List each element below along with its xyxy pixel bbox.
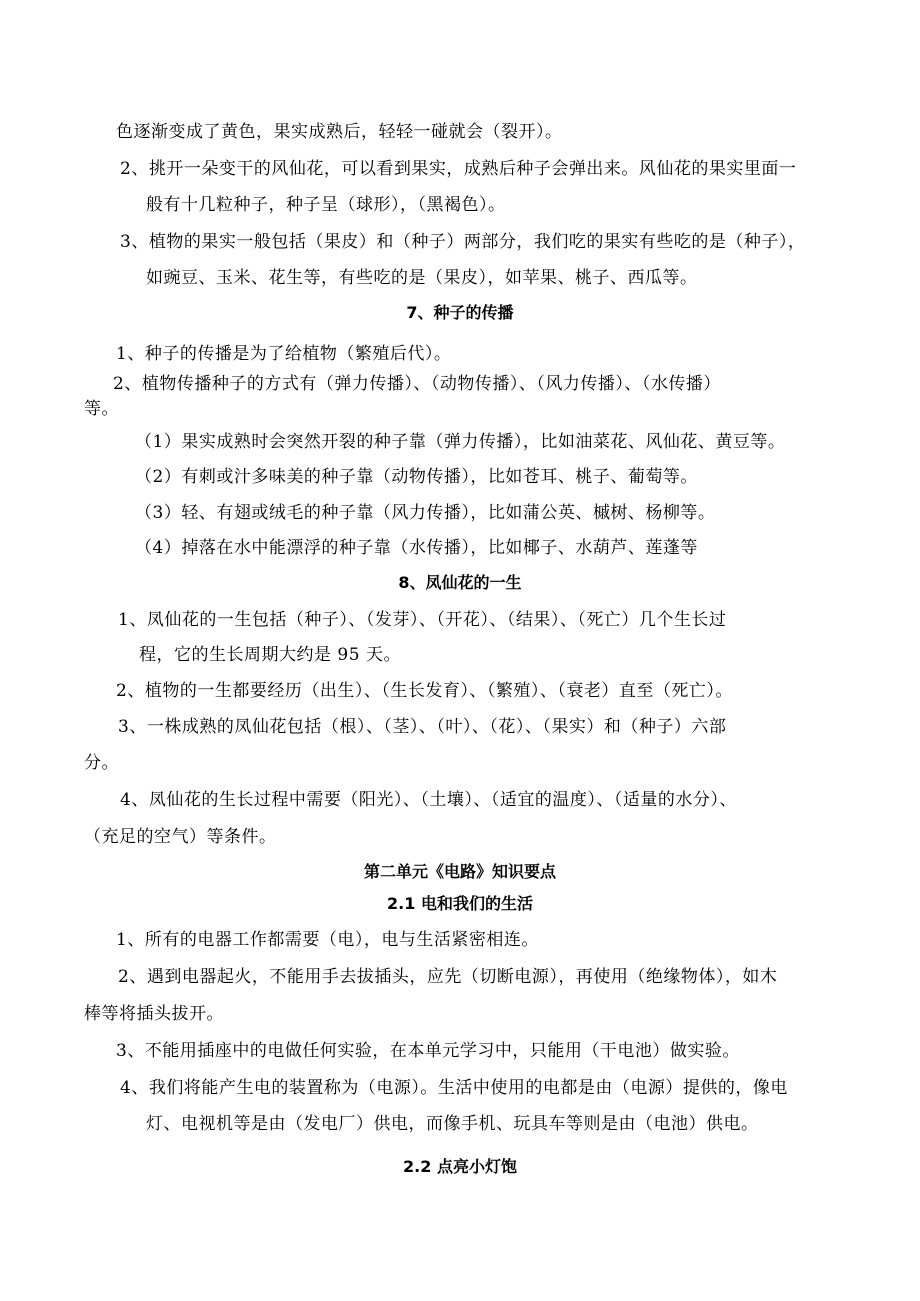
paragraph-line: （2）有刺或汁多味美的种子靠（动物传播），比如苍耳、桃子、葡萄等。 (135, 467, 698, 487)
paragraph-line: 3、一株成熟的凤仙花包括（根）、（茎）、（叶）、（花）、（果实）和（种子）六部 (118, 717, 727, 737)
paragraph-line: （充足的空气）等条件。 (84, 827, 277, 847)
paragraph-line: 2、植物的一生都要经历（出生）、（生长发育）、（繁殖）、（衰老）直至（死亡）。 (116, 681, 733, 701)
paragraph-line: （1）果实成熟时会突然开裂的种子靠（弹力传播），比如油菜花、风仙花、黄豆等。 (135, 432, 786, 452)
paragraph-line: 1、种子的传播是为了给植物（繁殖后代）。 (116, 344, 452, 364)
paragraph-line: 3、不能用插座中的电做任何实验，在本单元学习中，只能用（干电池）做实验。 (116, 1041, 740, 1061)
unit-title: 第二单元《电路》知识要点 (363, 862, 556, 881)
paragraph-line: 如豌豆、玉米、花生等，有些吃的是（果皮），如苹果、桃子、西瓜等。 (146, 268, 698, 288)
paragraph-line: 2、植物传播种子的方式有（弹力传播）、（动物传播）、（风力传播）、（水传播） (113, 374, 721, 394)
section-heading: 7、种子的传播 (406, 303, 514, 322)
paragraph-line: （3）轻、有翅或绒毛的种子靠（风力传播），比如蒲公英、槭树、杨柳等。 (135, 503, 716, 523)
paragraph-line: 2、挑开一朵变干的风仙花，可以看到果实，成熟后种子会弹出来。风仙花的果实里面一 (120, 159, 797, 179)
paragraph-line: （4）掉落在水中能漂浮的种子靠（水传播），比如椰子、水葫芦、莲蓬等 (135, 538, 698, 558)
section-heading: 2.1 电和我们的生活 (387, 894, 533, 913)
paragraph-line: 1、凤仙花的一生包括（种子）、（发芽）、（开花）、（结果）、（死亡）几个生长过 (118, 610, 727, 630)
section-heading: 8、凤仙花的一生 (398, 573, 522, 592)
paragraph-line: 4、我们将能产生电的装置称为（电源）。生活中使用的电都是由（电源）提供的，像电 (120, 1078, 788, 1098)
paragraph-line: 分。 (84, 753, 119, 773)
paragraph-line: 般有十几粒种子，种子呈（球形），（黑褐色）。 (146, 195, 506, 215)
paragraph-line: 1、所有的电器工作都需要（电），电与生活紧密相连。 (116, 930, 539, 950)
paragraph-line: 灯、电视机等是由（发电厂）供电，而像手机、玩具车等则是由（电池）供电。 (146, 1114, 759, 1134)
paragraph-line: 等。 (84, 399, 119, 419)
paragraph-line: 程，它的生长周期大约是 95 天。 (139, 645, 401, 665)
section-heading: 2.2 点亮小灯饱 (403, 1157, 517, 1176)
paragraph-line: 3、植物的果实一般包括（果皮）和（种子）两部分，我们吃的果实有些吃的是（种子）， (120, 232, 806, 252)
paragraph-line: 色逐渐变成了黄色，果实成熟后，轻轻一碰就会（裂开）。 (116, 122, 563, 142)
paragraph-line: 棒等将插头拔开。 (84, 1004, 224, 1024)
paragraph-line: 2、遇到电器起火，不能用手去拔插头，应先（切断电源），再使用（绝缘物体），如木 (118, 967, 778, 987)
paragraph-line: 4、凤仙花的生长过程中需要（阳光）、（土壤）、（适宜的温度）、（适量的水分）、 (120, 790, 737, 810)
